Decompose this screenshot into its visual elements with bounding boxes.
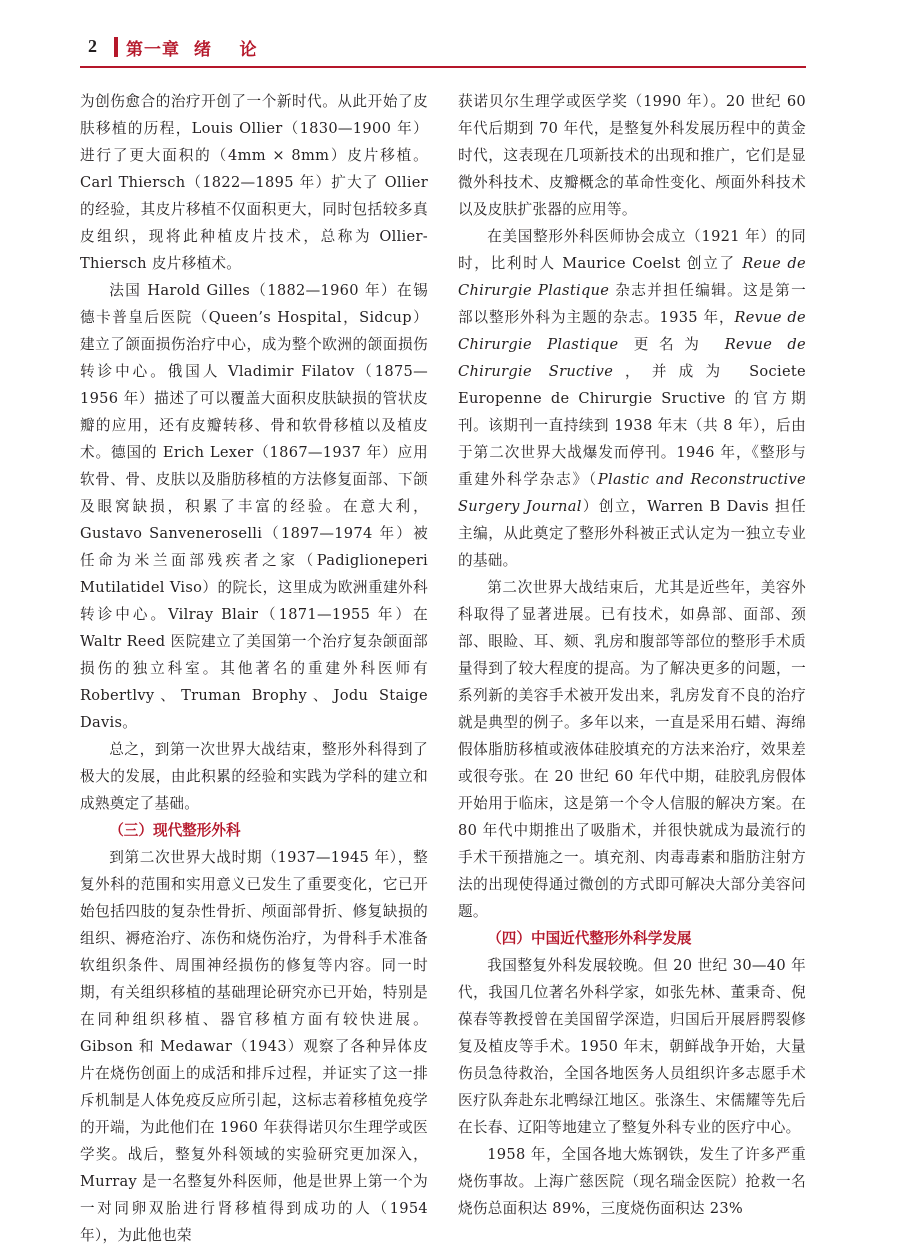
- journal-title: Revue de Chirurgie Sructive: [458, 336, 806, 380]
- paragraph: 总之，到第一次世界大战结束，整形外科得到了极大的发展，由此积累的经验和实践为学科的建立和成熟奠定了基础。: [80, 741, 428, 812]
- journal-title: Reue de Chirurgie Plastique: [458, 255, 806, 299]
- section-heading: （四）中国近代整形外科学发展: [487, 930, 692, 947]
- paragraph: 我国整复外科发展较晚。但 20 世纪 30—40 年代，我国几位著名外科学家，如张先林、董秉奇、倪葆春等教授曾在美国留学深造，归国后开展唇腭裂修复及植皮等手术。1950 年末，朝鲜战争开始，大量伤员急待救治，全国各地医务人员组织许多志愿手术医疗队奔赴东北鸭绿江地区。张涤生、宋儒耀等先后在长春、辽阳等地建立了整复外科专业的医疗中心。: [458, 957, 806, 1136]
- text-run: 在美国整形外科医师协会成立（1921 年）的同时，比利时人 Maurice Coelst 创立了: [458, 228, 806, 272]
- paragraph: 1958 年，全国各地大炼钢铁，发生了许多严重烧伤事故。上海广慈医院（现名瑞金医院）抢救一名烧伤总面积达 89%，三度烧伤面积达 23%: [458, 1146, 806, 1217]
- text-run: 杂志并担任编辑。这是第一部以整形外科为主题的杂志。1935 年，: [458, 282, 806, 326]
- paragraph: 法国 Harold Gilles（1882—1960 年）在锡德卡普皇后医院（Queen’s Hospital，Sidcup）建立了颌面损伤治疗中心，成为整个欧洲的颌面损伤转诊中心。俄国人 Vladimir Filatov（1875—1956 年）描述了可以覆盖大面积皮肤缺损的管状皮瓣的应用，还有皮瓣转移、骨和软骨移植以及植皮术。德国的 Erich Lexer（1867—1937 年）应用软骨、骨、皮肤以及脂肪移植的方法修复面部、下颌及眼窝缺损，积累了丰富的经验。在意大利，Gustavo Sanveneroselli（1897—1974 年）被任命为米兰面部残疾者之家（Padiglioneperi Mutilatidel Viso）的院长，这里成为欧洲重建外科转诊中心。Vilray Blair（1871—1955 年）在 Waltr Reed 医院建立了美国第一个治疗复杂颌面部损伤的独立科室。其他著名的重建外科医师有 Robertlvy、Truman Brophy、Jodu Staige Davis。: [80, 282, 428, 731]
- chapter-title: 第一章 绪 论: [126, 40, 258, 60]
- paragraph: 获诺贝尔生理学或医学奖（1990 年）。20 世纪 60 年代后期到 70 年代，是整复外科发展历程中的黄金时代，这表现在几项新技术的出现和推广，它们是显微外科技术、皮瓣概念的革命性变化、颅面外科技术以及皮肤扩张器的应用等。: [458, 93, 806, 218]
- paragraph: 到第二次世界大战时期（1937—1945 年），整复外科的范围和实用意义已发生了重要变化，它已开始包括四肢的复杂性骨折、颅面部骨折、修复缺损的组织、褥疮治疗、冻伤和烧伤治疗，为骨科手术准备软组织条件、周围神经损伤的修复等内容。同一时期，有关组织移植的基础理论研究亦已开始，特别是在同种组织移植、器官移植方面有较快进展。Gibson 和 Medawar（1943）观察了各种异体皮片在烧伤创面上的成活和排斥过程，并证实了这一排斥机制是人体免疫反应所引起，这标志着移植免疫学的开端，为此他们在 1960 年获得诺贝尔生理学或医学奖。战后，整复外科领域的实验研究更加深入，Murray 是一名整复外科医师，他是世界上第一个为一对同卵双胎进行肾移植得到成功的人（1954 年），为此他也荣: [80, 849, 428, 1244]
- text-run: 更名为: [618, 336, 725, 353]
- journal-title: Plastic and Reconstructive Surgery Journal: [458, 471, 806, 515]
- page-number: 2: [88, 36, 97, 56]
- paragraph: 第二次世界大战结束后，尤其是近些年，美容外科取得了显著进展。已有技术，如鼻部、面部、颈部、眼睑、耳、颏、乳房和腹部等部位的整形手术质量得到了较大程度的提高。为了解决更多的问题，一系列新的美容手术被开发出来，乳房发育不良的治疗就是典型的例子。多年以来，一直是采用石蜡、海绵假体脂肪移植或液体硅胶填充的方法来治疗，效果差或很夸张。在 20 世纪 60 年代中期，硅胶乳房假体开始用于临床，这是第一个令人信服的解决方案。在 80 年代中期推出了吸脂术，并很快就成为最流行的手术干预措施之一。填充剂、肉毒毒素和脂肪注射方法的出现使得通过微创的方式即可解决大部分美容问题。: [458, 579, 806, 920]
- journal-title: Revue de Chirurgie Plastique: [458, 309, 806, 353]
- left-column: [80, 88, 428, 1249]
- section-heading: （三）现代整形外科: [109, 822, 241, 839]
- paragraph: [458, 223, 806, 574]
- page-header: [80, 30, 806, 74]
- header-divider-bar: [114, 37, 118, 57]
- text-run: ）创立，Warren B Davis 担任主编，从此奠定了整形外科被正式认定为一独立专业的基础。: [458, 498, 806, 569]
- paragraph: 为创伤愈合的治疗开创了一个新时代。从此开始了皮肤移植的历程，Louis Ollier（1830—1900 年）进行了更大面积的（4mm × 8mm）皮片移植。Carl Thiersch（1822—1895 年）扩大了 Ollier 的经验，其皮片移植不仅面积更大，同时包括较多真皮组织，现将此种植皮片技术，总称为 Ollier-Thiersch 皮片移植术。: [80, 93, 428, 272]
- text-run: ，并成为 Societe Europenne de Chirurgie Sructive 的官方期刊。该期刊一直持续到 1938 年末（共 8 年），后由于第二次世界大战爆发而停刊。1946 年，《整形与重建外科学杂志》（: [458, 363, 806, 488]
- header-rule: [80, 66, 806, 68]
- right-column: [458, 88, 806, 1222]
